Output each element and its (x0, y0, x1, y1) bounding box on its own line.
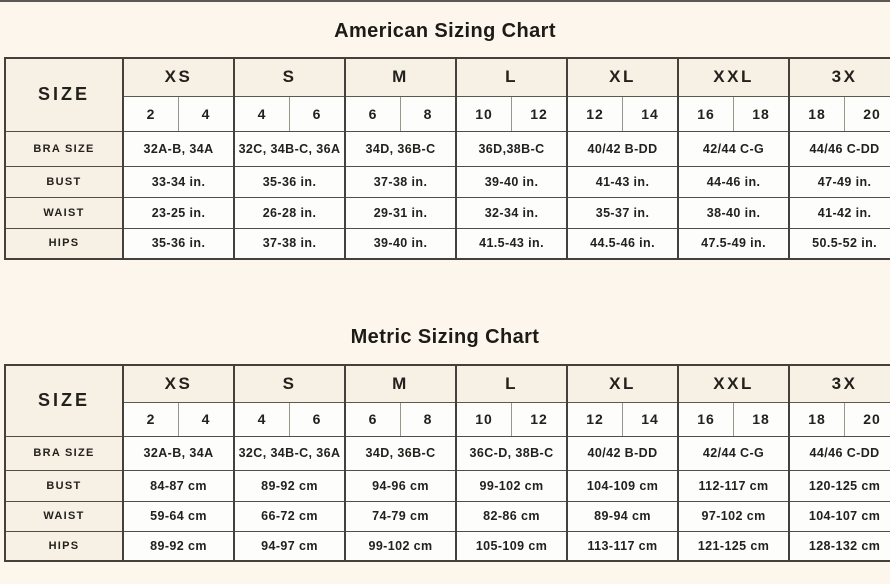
row-label-bust: BUST (5, 470, 123, 501)
size-value-cell: 47.5-49 in. (678, 228, 789, 259)
size-number-cell: 4 (179, 96, 235, 131)
size-number-cell: 14 (623, 96, 679, 131)
size-number-cell: 4 (234, 402, 290, 436)
size-number-cell: 12 (567, 402, 623, 436)
size-group-header-xl: XL (567, 365, 678, 402)
size-number-cell: 10 (456, 402, 512, 436)
size-number-cell: 18 (789, 96, 845, 131)
size-number-cell: 8 (401, 96, 457, 131)
size-group-header-m: M (345, 58, 456, 96)
size-value-cell: 32A-B, 34A (123, 436, 234, 470)
size-group-header-l: L (456, 365, 567, 402)
row-label-bust: BUST (5, 166, 123, 197)
size-value-cell: 47-49 in. (789, 166, 890, 197)
size-value-cell: 84-87 cm (123, 470, 234, 501)
size-number-cell: 14 (623, 402, 679, 436)
size-value-cell: 89-92 cm (123, 531, 234, 561)
size-value-cell: 37-38 in. (234, 228, 345, 259)
size-value-cell: 113-117 cm (567, 531, 678, 561)
size-value-cell: 32C, 34B-C, 36A (234, 436, 345, 470)
size-number-cell: 20 (845, 96, 890, 131)
top-edge-line (0, 0, 890, 2)
size-group-header-xs: XS (123, 365, 234, 402)
size-value-cell: 41.5-43 in. (456, 228, 567, 259)
size-group-header-s: S (234, 365, 345, 402)
size-value-cell: 94-97 cm (234, 531, 345, 561)
size-value-cell: 128-132 cm (789, 531, 890, 561)
size-corner-header: SIZE (5, 58, 123, 131)
size-number-cell: 4 (179, 402, 235, 436)
size-value-cell: 104-107 cm (789, 501, 890, 531)
size-value-cell: 39-40 in. (345, 228, 456, 259)
size-number-cell: 6 (290, 402, 346, 436)
size-group-header-xs: XS (123, 58, 234, 96)
size-value-cell: 42/44 C-G (678, 436, 789, 470)
size-value-cell: 34D, 36B-C (345, 436, 456, 470)
size-value-cell: 94-96 cm (345, 470, 456, 501)
size-number-cell: 18 (789, 402, 845, 436)
size-number-cell: 2 (123, 402, 179, 436)
table-row (5, 166, 890, 197)
size-group-header-3x: 3X (789, 365, 890, 402)
metric-chart-title: Metric Sizing Chart (350, 326, 540, 348)
size-value-cell: 32-34 in. (456, 197, 567, 228)
table-row (5, 531, 890, 561)
size-value-cell: 44/46 C-DD (789, 436, 890, 470)
size-value-cell: 39-40 in. (456, 166, 567, 197)
american-sizing-table (4, 57, 890, 260)
size-value-cell: 44-46 in. (678, 166, 789, 197)
size-value-cell: 105-109 cm (456, 531, 567, 561)
table-row (5, 436, 890, 470)
table-row (5, 197, 890, 228)
row-label-hips: HIPS (5, 228, 123, 259)
table-row (5, 228, 890, 259)
size-number-cell: 8 (401, 402, 457, 436)
size-value-cell: 44/46 C-DD (789, 131, 890, 166)
row-label-bra-size: BRA SIZE (5, 436, 123, 470)
size-number-cell: 16 (678, 96, 734, 131)
size-number-cell: 6 (345, 96, 401, 131)
size-value-cell: 99-102 cm (345, 531, 456, 561)
table-row (5, 470, 890, 501)
size-value-cell: 120-125 cm (789, 470, 890, 501)
size-number-cell: 10 (456, 96, 512, 131)
size-value-cell: 40/42 B-DD (567, 436, 678, 470)
table-row (5, 58, 890, 96)
size-group-header-l: L (456, 58, 567, 96)
size-value-cell: 33-34 in. (123, 166, 234, 197)
size-number-cell: 18 (734, 96, 790, 131)
size-number-cell: 16 (678, 402, 734, 436)
row-label-waist: WAIST (5, 197, 123, 228)
size-value-cell: 38-40 in. (678, 197, 789, 228)
size-value-cell: 112-117 cm (678, 470, 789, 501)
size-value-cell: 42/44 C-G (678, 131, 789, 166)
size-value-cell: 41-43 in. (567, 166, 678, 197)
table-row (5, 96, 890, 131)
size-value-cell: 37-38 in. (345, 166, 456, 197)
size-value-cell: 23-25 in. (123, 197, 234, 228)
american-chart-title: American Sizing Chart (334, 20, 556, 42)
row-label-hips: HIPS (5, 531, 123, 561)
size-value-cell: 29-31 in. (345, 197, 456, 228)
size-group-header-xxl: XXL (678, 58, 789, 96)
size-group-header-3x: 3X (789, 58, 890, 96)
size-value-cell: 74-79 cm (345, 501, 456, 531)
size-number-cell: 12 (512, 96, 568, 131)
size-group-header-s: S (234, 58, 345, 96)
size-value-cell: 82-86 cm (456, 501, 567, 531)
size-value-cell: 89-92 cm (234, 470, 345, 501)
size-value-cell: 34D, 36B-C (345, 131, 456, 166)
row-label-waist: WAIST (5, 501, 123, 531)
size-value-cell: 35-36 in. (234, 166, 345, 197)
size-value-cell: 32C, 34B-C, 36A (234, 131, 345, 166)
size-value-cell: 121-125 cm (678, 531, 789, 561)
size-number-cell: 18 (734, 402, 790, 436)
size-value-cell: 66-72 cm (234, 501, 345, 531)
size-value-cell: 36D,38B-C (456, 131, 567, 166)
size-value-cell: 50.5-52 in. (789, 228, 890, 259)
size-value-cell: 104-109 cm (567, 470, 678, 501)
size-corner-header: SIZE (5, 365, 123, 436)
metric-sizing-table (4, 364, 890, 562)
row-label-bra-size: BRA SIZE (5, 131, 123, 166)
size-value-cell: 97-102 cm (678, 501, 789, 531)
table-row (5, 402, 890, 436)
size-value-cell: 89-94 cm (567, 501, 678, 531)
size-number-cell: 2 (123, 96, 179, 131)
size-number-cell: 6 (345, 402, 401, 436)
size-number-cell: 12 (512, 402, 568, 436)
size-value-cell: 59-64 cm (123, 501, 234, 531)
size-value-cell: 26-28 in. (234, 197, 345, 228)
size-value-cell: 40/42 B-DD (567, 131, 678, 166)
size-value-cell: 41-42 in. (789, 197, 890, 228)
size-group-header-xxl: XXL (678, 365, 789, 402)
size-number-cell: 20 (845, 402, 890, 436)
size-value-cell: 36C-D, 38B-C (456, 436, 567, 470)
size-value-cell: 35-36 in. (123, 228, 234, 259)
table-row (5, 501, 890, 531)
size-value-cell: 32A-B, 34A (123, 131, 234, 166)
size-value-cell: 44.5-46 in. (567, 228, 678, 259)
size-number-cell: 4 (234, 96, 290, 131)
table-row (5, 131, 890, 166)
size-value-cell: 35-37 in. (567, 197, 678, 228)
table-row (5, 365, 890, 402)
size-number-cell: 12 (567, 96, 623, 131)
size-value-cell: 99-102 cm (456, 470, 567, 501)
size-number-cell: 6 (290, 96, 346, 131)
size-group-header-xl: XL (567, 58, 678, 96)
size-group-header-m: M (345, 365, 456, 402)
